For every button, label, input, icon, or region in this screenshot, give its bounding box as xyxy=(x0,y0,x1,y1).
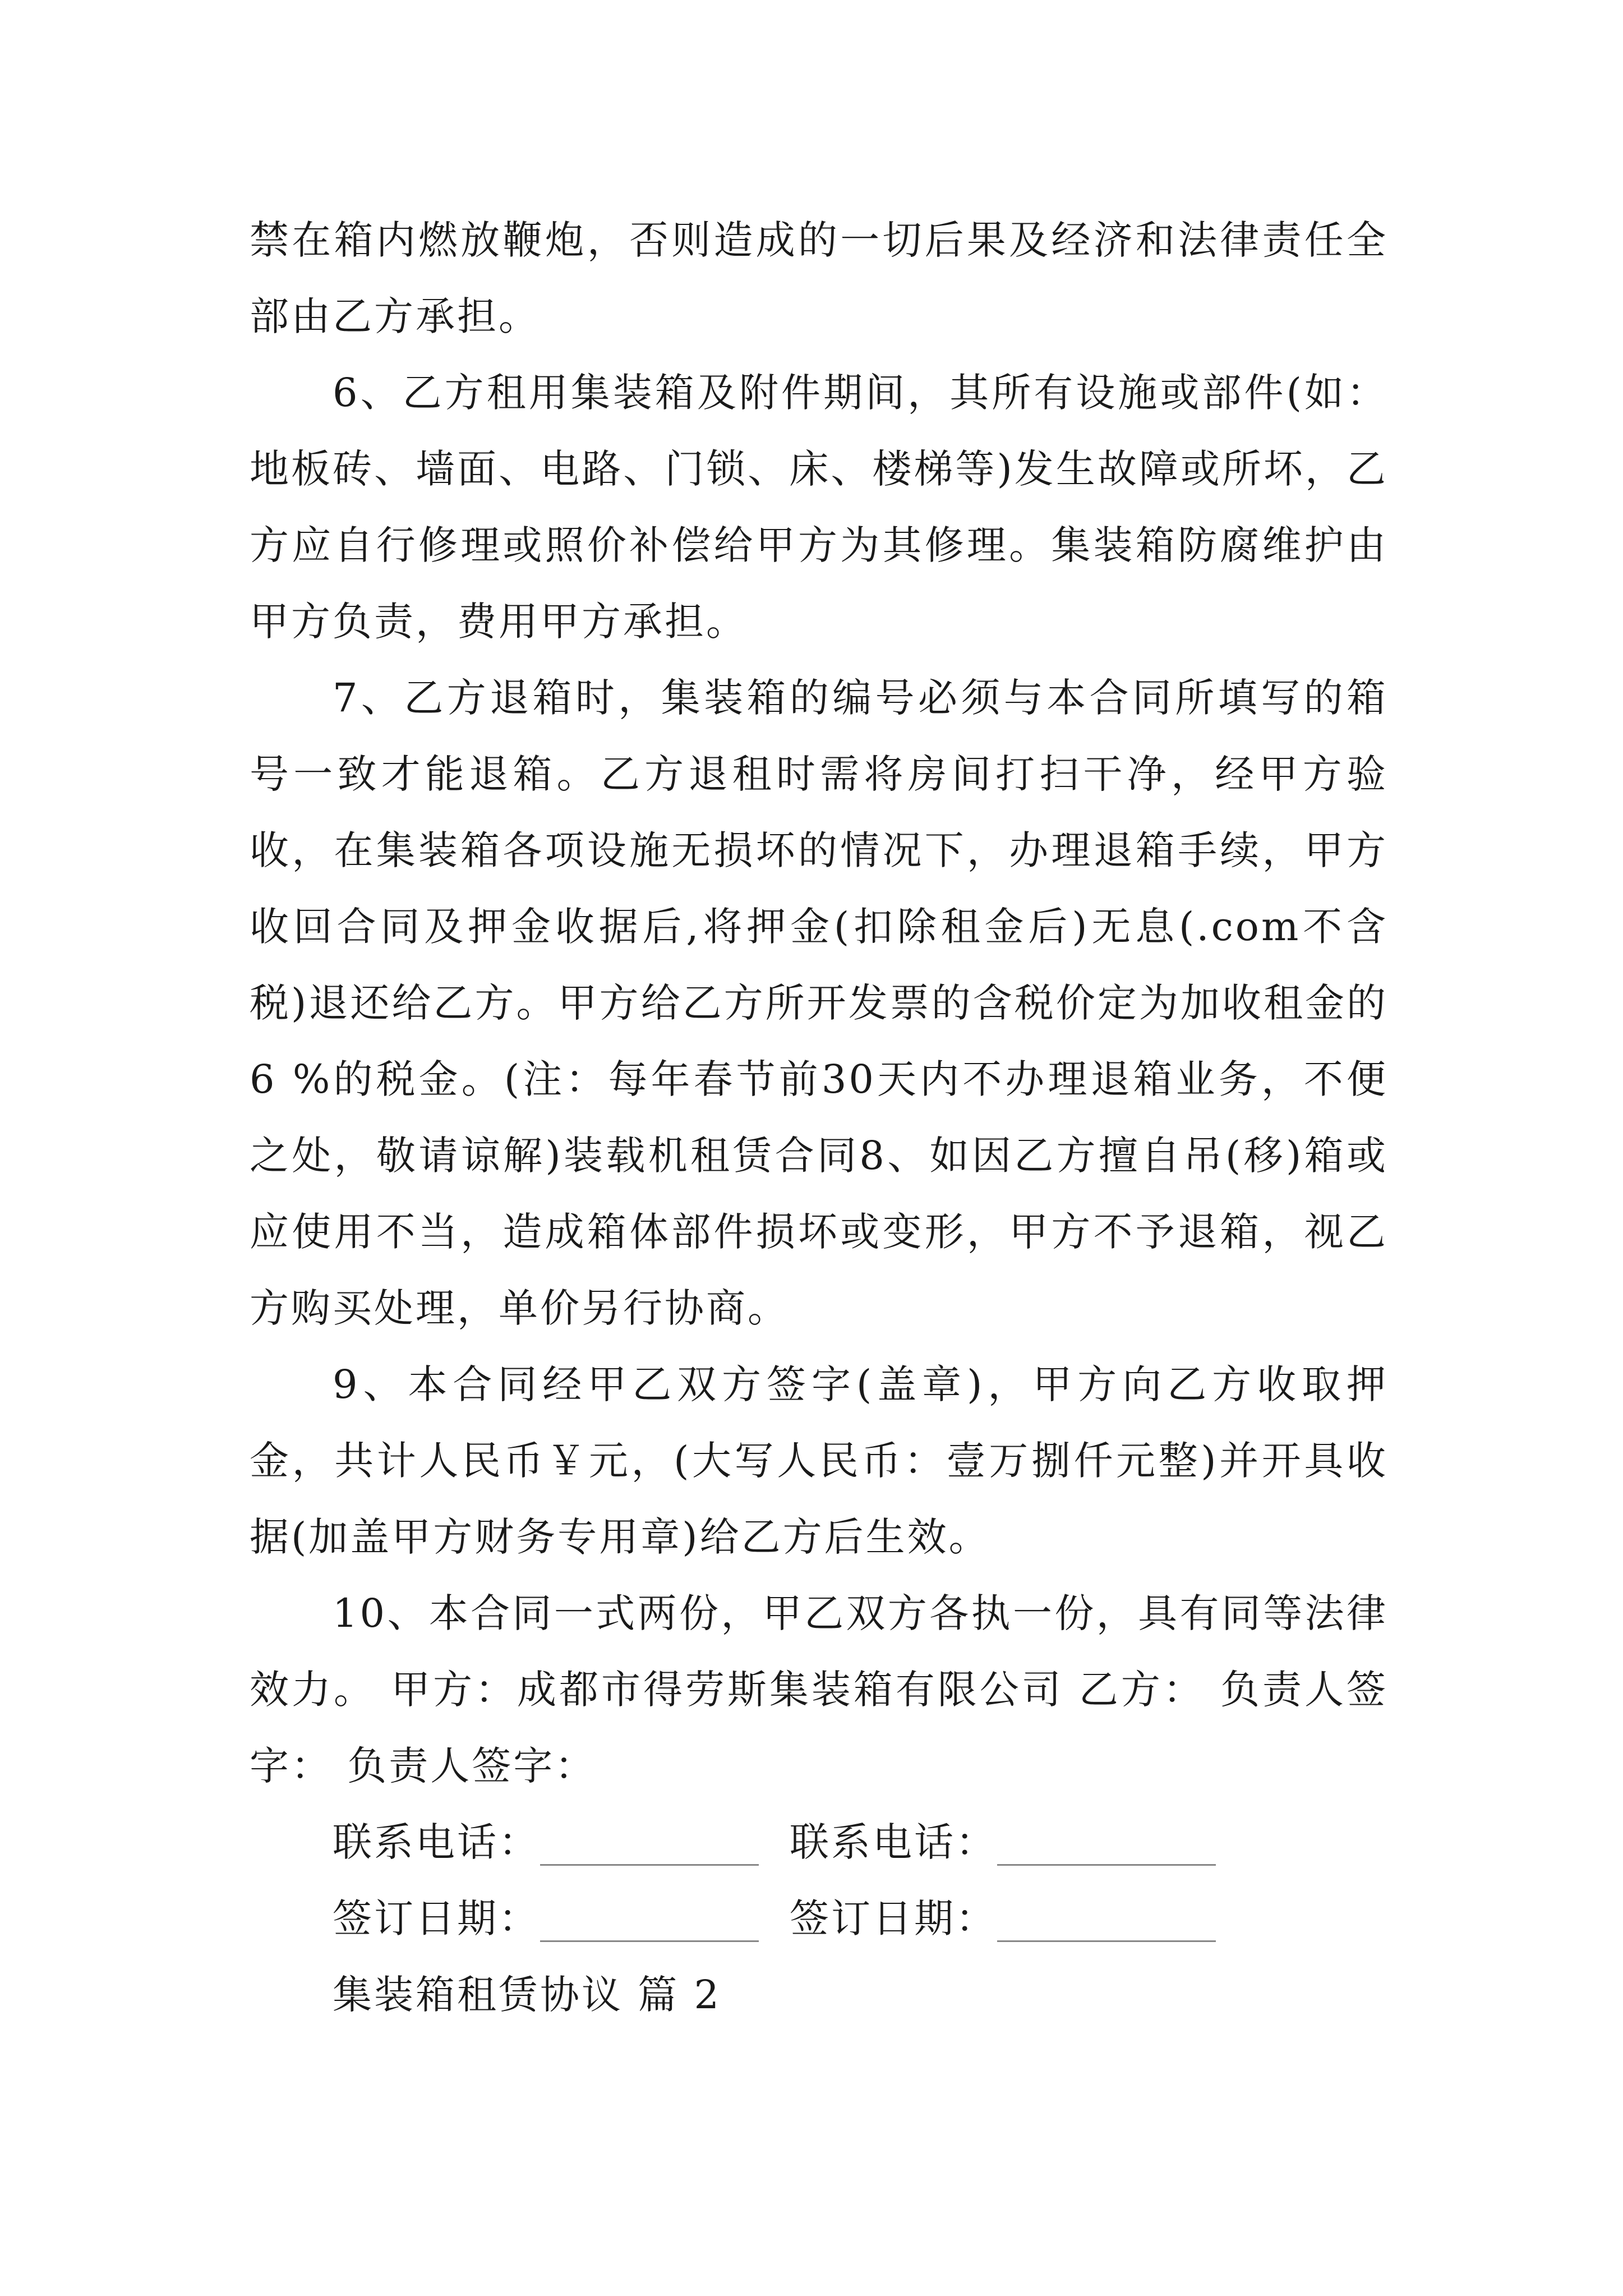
paragraph-clause-10: 10、本合同一式两份，甲乙双方各执一份，具有同等法律效力。 甲方：成都市得劳斯集装箱有限公司 乙方： 负责人签字： 负责人签字： xyxy=(250,1590,1388,1789)
phone-label-party-a: 联系电话： xyxy=(333,1819,540,1865)
phone-label-party-b: 联系电话： xyxy=(790,1819,997,1865)
date-label-party-a: 签订日期： xyxy=(333,1895,540,1941)
date-line xyxy=(250,1880,1388,1957)
paragraph-clause-9: 9、本合同经甲乙双方签字(盖章)，甲方向乙方收取押金，共计人民币￥元，(大写人民币：壹万捌仟元整)并开具收据(加盖甲方财务专用章)给乙方后生效。 xyxy=(250,1361,1388,1560)
paragraph-intro: 禁在箱内燃放鞭炮，否则造成的一切后果及经济和法律责任全部由乙方承担。 xyxy=(250,217,1388,339)
date-label-party-b: 签订日期： xyxy=(790,1895,997,1941)
date-blank-party-a xyxy=(540,1908,759,1942)
phone-blank-party-b xyxy=(997,1832,1216,1866)
document-body xyxy=(250,202,1388,2033)
paragraph-clause-6: 6、乙方租用集装箱及附件期间，其所有设施或部件(如：地板砖、墙面、电路、门锁、床、楼梯等)发生故障或所坏，乙方应自行修理或照价补偿给甲方为其修理。集装箱防腐维护由甲方负责，费用甲方承担。 xyxy=(250,370,1388,645)
phone-line xyxy=(250,1804,1388,1880)
phone-blank-party-a xyxy=(540,1832,759,1866)
date-blank-party-b xyxy=(997,1908,1216,1942)
paragraph-clause-7: 7、乙方退箱时，集装箱的编号必须与本合同所填写的箱号一致才能退箱。乙方退租时需将房间打扫干净，经甲方验收，在集装箱各项设施无损坏的情况下，办理退箱手续，甲方收回合同及押金收据后,将押金(扣除租金后)无息(.com不含税)退还给乙方。甲方给乙方所开发票的含税价定为加收租金的6 %的税金。(注：每年春节前30天内不办理退箱业务，不便之处，敬请谅解)装载机租赁合同8、如因乙方擅自吊(移)箱或应使用不当，造成箱体部件损坏或变形，甲方不予退箱，视乙方购买处理，单价另行协商。 xyxy=(250,675,1388,1331)
next-section-heading: 集装箱租赁协议 篇 2 xyxy=(333,1972,722,2018)
